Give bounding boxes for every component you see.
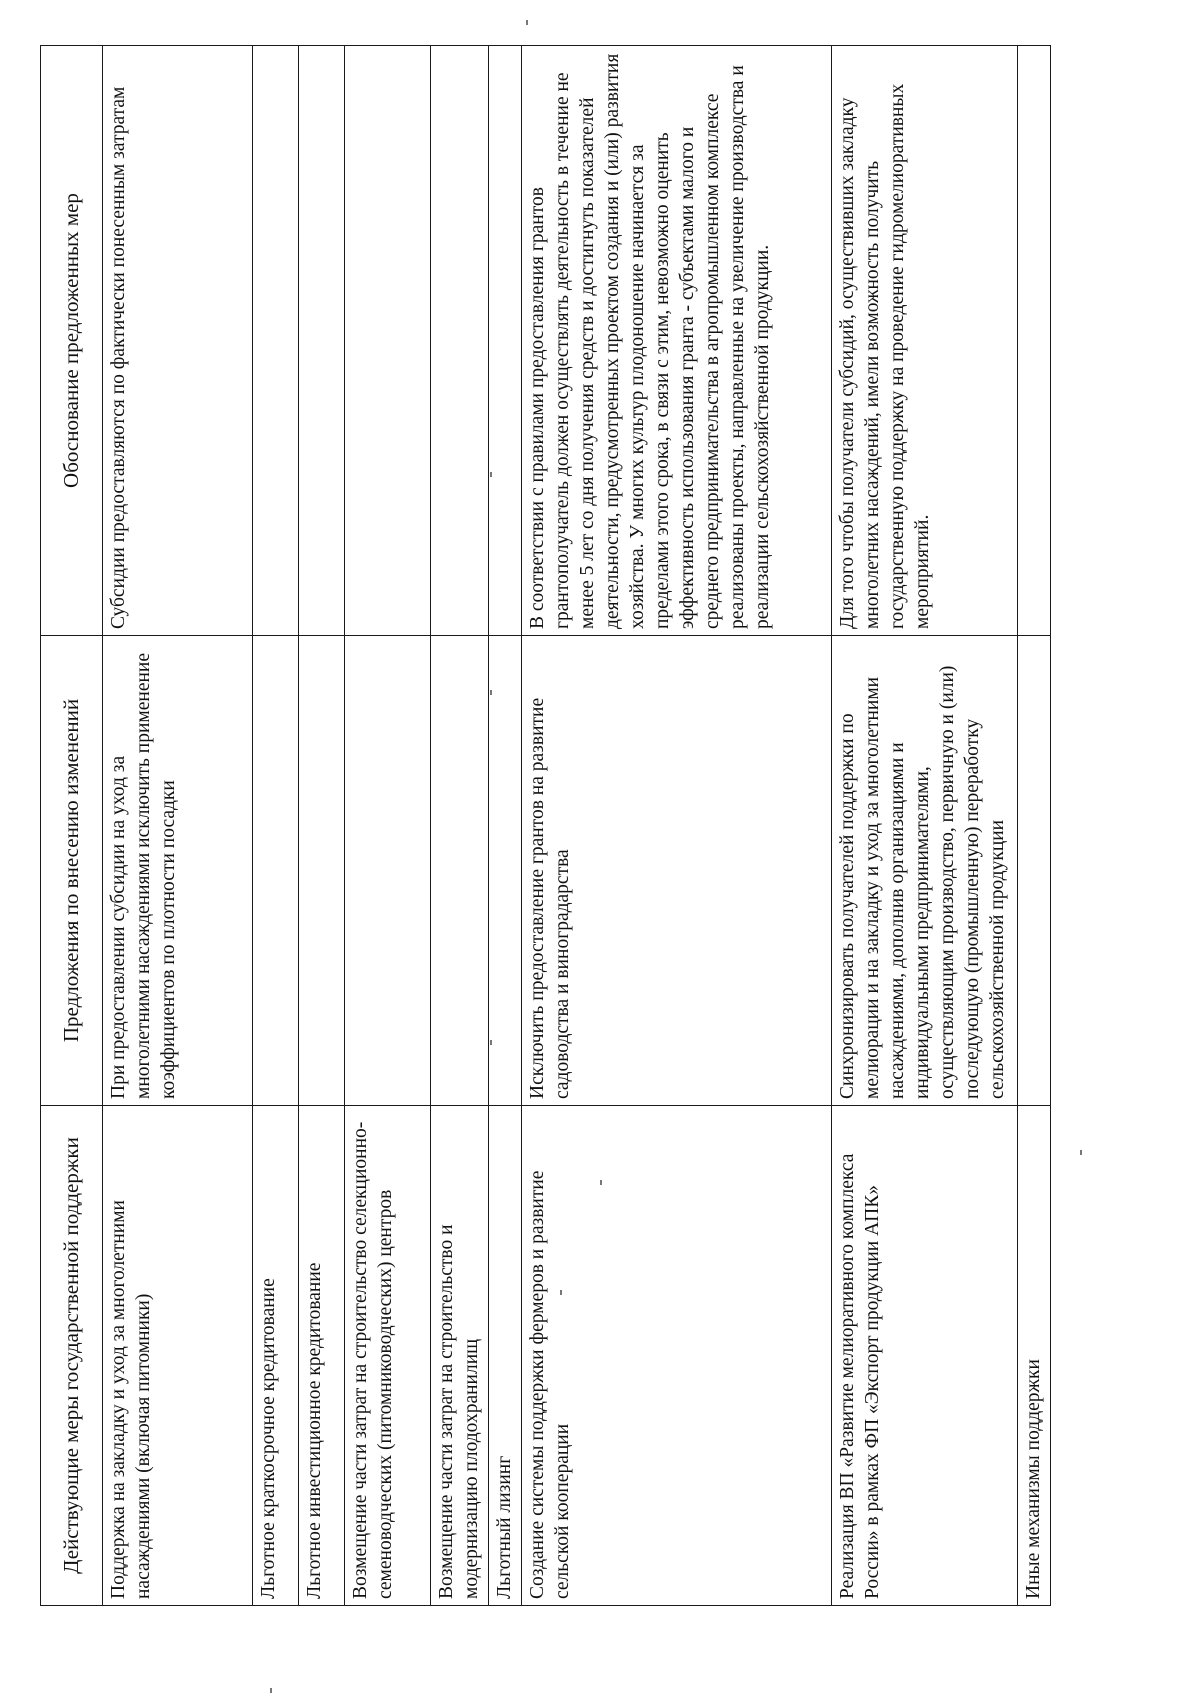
- scan-speck: [270, 1688, 272, 1693]
- table-header-row: [41, 46, 103, 1606]
- cell-proposal: [345, 636, 431, 1106]
- cell-measure: Создание системы поддержки фермеров и развитие сельской кооперации: [522, 1106, 832, 1606]
- cell-measure: Льготное инвестиционное кредитование: [299, 1106, 345, 1606]
- scan-speck: [490, 472, 492, 477]
- cell-proposal: [431, 636, 489, 1106]
- cell-justification: [299, 46, 345, 636]
- cell-justification: В соответствии с правилами предоставления грантов грантополучатель должен осуществлять деятельность в течение не менее 5 лет со дня получения средств и достигнуть показателей деятельности, предусмотренных проектом создания и (или) развития хозяйства. У многих культур плодоношение начинается за пределами этого срока, в связи с этим, невозможно оценить эффективность использования гранта - субъектами малого и среднего предпринимательства в агропромышленном комплексе реализованы проекты, направленные на увеличение производства и реализации сельскохозяйственной продукции.: [522, 46, 832, 636]
- cell-proposal: Исключить предоставление грантов на развитие садоводства и виноградарства: [522, 636, 832, 1106]
- header-proposals: Предложения по внесению изменений: [41, 636, 103, 1106]
- table-row: [832, 46, 1018, 1606]
- scan-speck: [490, 690, 492, 695]
- table-row: [103, 46, 253, 1606]
- table-row: [345, 46, 431, 1606]
- cell-justification: [345, 46, 431, 636]
- cell-justification: [253, 46, 299, 636]
- scan-speck: [526, 20, 528, 25]
- header-current-measures: Действующие меры государственной поддержки: [41, 1106, 103, 1606]
- cell-measure: Поддержка на закладку и уход за многолетними насаждениями (включая питомники): [103, 1106, 253, 1606]
- support-measures-table: [40, 45, 1051, 1606]
- cell-proposal: Синхронизировать получателей поддержки по мелиорации и на закладку и уход за многолетними насаждениями, дополнив организациями и индивидуальными предпринимателями, осуществляющим производство, первичную и (или) последующую (промышленную) переработку сельскохозяйственной продукции: [832, 636, 1018, 1106]
- table-row: [299, 46, 345, 1606]
- cell-proposal: [1018, 636, 1051, 1106]
- cell-measure: Льготный лизинг: [489, 1106, 522, 1606]
- rotated-table-container: [40, 46, 1044, 1606]
- cell-measure: Льготное краткосрочное кредитование: [253, 1106, 299, 1606]
- table-row: [1018, 46, 1051, 1606]
- cell-justification: [1018, 46, 1051, 636]
- cell-justification: [489, 46, 522, 636]
- cell-justification: [431, 46, 489, 636]
- scan-speck: [490, 1040, 492, 1045]
- cell-justification: Субсидии предоставляются по фактически понесенным затратам: [103, 46, 253, 636]
- cell-proposal: [253, 636, 299, 1106]
- cell-proposal: [299, 636, 345, 1106]
- cell-proposal: [489, 636, 522, 1106]
- cell-measure: Возмещение части затрат на строительство селекционно-семеноводческих (питомниководческих) центров: [345, 1106, 431, 1606]
- cell-measure: Иные механизмы поддержки: [1018, 1106, 1051, 1606]
- cell-measure: Возмещение части затрат на строительство и модернизацию плодохранилищ: [431, 1106, 489, 1606]
- scan-speck: [600, 1180, 602, 1185]
- header-justification: Обоснование предложенных мер: [41, 46, 103, 636]
- cell-measure: Реализация ВП «Развитие мелиоративного комплекса России» в рамках ФП «Экспорт продукции АПК»: [832, 1106, 1018, 1606]
- table-row: [253, 46, 299, 1606]
- cell-justification: Для того чтобы получатели субсидий, осуществивших закладку многолетних насаждений, имели возможность получить государственную поддержку на проведение гидромелиоративных мероприятий.: [832, 46, 1018, 636]
- table-row: [489, 46, 522, 1606]
- scan-speck: [560, 1290, 562, 1295]
- scan-speck: [1080, 1150, 1082, 1155]
- table-row: [522, 46, 832, 1606]
- cell-proposal: При предоставлении субсидии на уход за многолетними насаждениями исключить применение коэффициентов по плотности посадки: [103, 636, 253, 1106]
- table-row: [431, 46, 489, 1606]
